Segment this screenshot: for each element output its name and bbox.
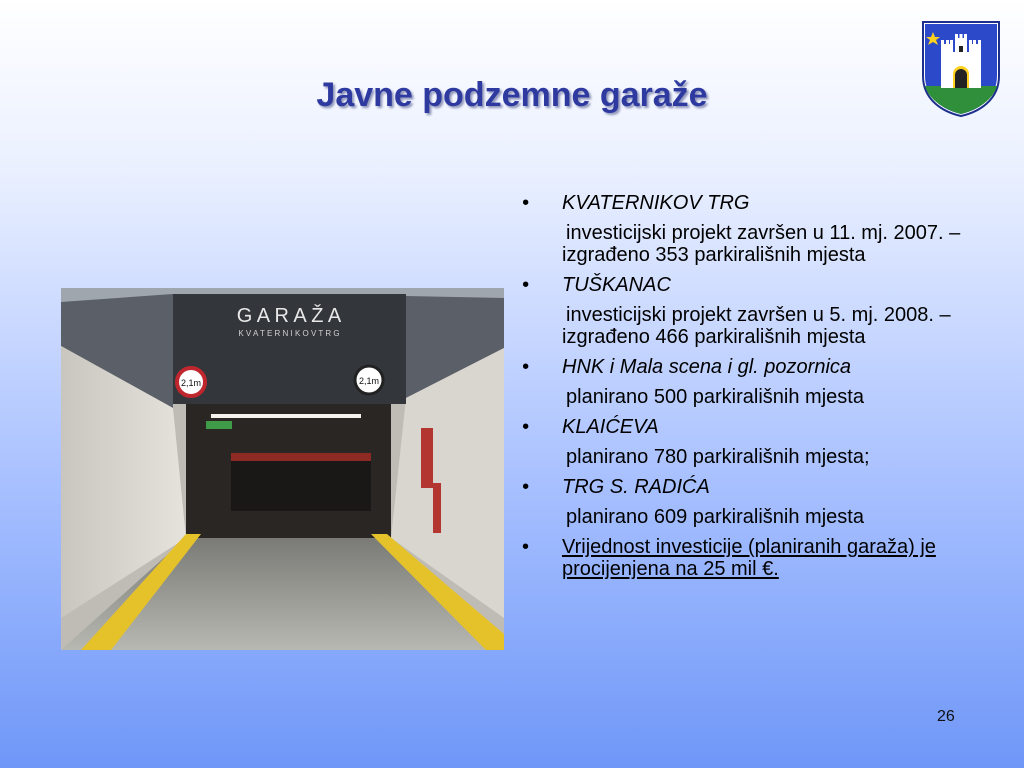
- height-limit-right-text: 2,1m: [358, 376, 380, 386]
- garage-entrance-photo: [61, 288, 504, 650]
- garage-name: • TRG S. RADIĆA: [520, 476, 980, 498]
- garage-detail-text: planirano 609 parkirališnih mjesta: [566, 506, 864, 528]
- garage-detail-text: planirano 500 parkirališnih mjesta: [566, 386, 864, 408]
- garage-detail-text: investicijski projekt završen u 5. mj. 2008. – izgrađeno 466 parkirališnih mjesta: [562, 304, 951, 348]
- garage-detail: [520, 446, 980, 468]
- garage-name: • HNK i Mala scena i gl. pozornica: [520, 356, 980, 378]
- garage-sign-title: G A R A Ž A: [236, 305, 342, 327]
- garage-name: • KVATERNIKOV TRG: [520, 192, 980, 214]
- garage-detail: [520, 386, 980, 408]
- garage-list: [520, 192, 980, 580]
- slide-title: Javne podzemne garaže: [316, 76, 708, 114]
- garage-detail: [520, 304, 980, 348]
- coat-of-arms-logo: [919, 18, 1003, 118]
- garage-sign-subtitle: K V A T E R N I K O V T R G: [238, 329, 340, 338]
- garage-detail: [520, 222, 980, 266]
- investment-summary: • Vrijednost investicije (planiranih garaža) je procijenjena na 25 mil €.: [520, 536, 980, 580]
- garage-detail-text: investicijski projekt završen u 11. mj. 2007. – izgrađeno 353 parkirališnih mjesta: [562, 222, 961, 266]
- garage-name: • TUŠKANAC: [520, 274, 980, 296]
- garage-name: • KLAIĆEVA: [520, 416, 980, 438]
- garage-detail-text: planirano 780 parkirališnih mjesta;: [566, 446, 870, 468]
- height-limit-left-text: 2,1m: [180, 378, 202, 388]
- page-number: 26: [937, 708, 955, 725]
- garage-detail: [520, 506, 980, 528]
